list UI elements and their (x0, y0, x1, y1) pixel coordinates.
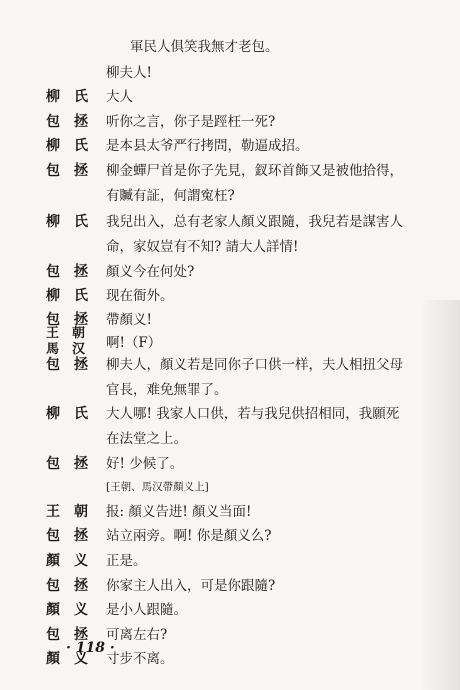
dialogue-text: 好! 少候了。 (106, 456, 184, 472)
dialogue-text: 报: 顏义告进! 顏义当面! (106, 504, 252, 520)
dialogue-text: 大人 (106, 89, 133, 105)
dialogue-text: 正是。 (106, 553, 147, 569)
speaker-name: 顏 义 (46, 553, 88, 569)
dialogue-text: 帶顏义! (106, 312, 152, 328)
scan-shadow (420, 300, 460, 690)
dialogue-text: 现在衙外。 (106, 288, 174, 304)
dialogue-text: 啊!（F） (106, 335, 162, 351)
dialogue-text: 柳金蟬尸首是你子先見，釵环首飾又是被他拾得， (106, 163, 403, 179)
continuation-text: 柳夫人! (106, 65, 152, 81)
speaker-name: 包 拯 (46, 163, 88, 179)
page-number: · 118 · (66, 640, 115, 656)
speaker-name: 包 拯 (46, 114, 88, 130)
speaker-name: 包 拯 (46, 627, 88, 643)
speaker-name: 王 朝 (46, 504, 88, 520)
speaker-name: 顏 义 (46, 651, 88, 667)
speaker-name: 柳 氏 (46, 406, 88, 422)
dialogue-text: 我兒出入，总有老家人顏义跟隨，我兒若是謀害人 (106, 214, 403, 230)
speaker-name: 包 拯 (46, 264, 88, 280)
continuation-text: 官長，难免無罪了。 (106, 382, 228, 398)
dialogue-text: 你家主人出入，可是你跟隨? (106, 578, 276, 594)
speaker-name: 馬 汉 (46, 342, 86, 357)
speaker-name: 包 拯 (46, 357, 88, 373)
speaker-name: 柳 氏 (46, 288, 88, 304)
dialogue-text: 可离左右? (106, 627, 168, 643)
dialogue-text: 柳夫人，顏义若是同你子口供一样，夫人相扭父母 (106, 357, 403, 373)
speaker-name: 柳 氏 (46, 89, 88, 105)
dialogue-text: 是本县太爷严行拷問，勒逼成招。 (106, 138, 309, 154)
continuation-text: 在法堂之上。 (106, 431, 187, 447)
speaker-name: 柳 氏 (46, 138, 88, 154)
dialogue-text: 是小人跟隨。 (106, 602, 187, 618)
speaker-name: 包 拯 (46, 578, 88, 594)
speaker-name: 包 拯 (46, 456, 88, 472)
dialogue-text: 听你之言，你子是踁枉一死? (106, 114, 276, 130)
speaker-name: 顏 义 (46, 602, 88, 618)
speaker-name: 王 朝 (46, 326, 86, 341)
dialogue-text: 大人哪! 我家人口供，若与我兒供招相同，我願死 (106, 406, 400, 422)
speaker-name: 包 拯 (46, 312, 88, 328)
stage-direction: [王朝、馬汉帶顏义上] (106, 481, 209, 493)
dialogue-text: 顏义今在何处? (106, 264, 195, 280)
continuation-text: 軍民人俱笑我無才老包。 (130, 39, 279, 55)
dialogue-text: 寸步不离。 (106, 651, 174, 667)
continuation-text: 有贓有証，何謂寃枉? (106, 188, 235, 204)
continuation-text: 命，家奴豈有不知? 請大人詳情! (106, 239, 299, 255)
speaker-name: 包 拯 (46, 528, 88, 544)
speaker-name: 柳 氏 (46, 214, 88, 230)
dialogue-text: 站立兩旁。啊! 你是顏义么? (106, 528, 272, 544)
